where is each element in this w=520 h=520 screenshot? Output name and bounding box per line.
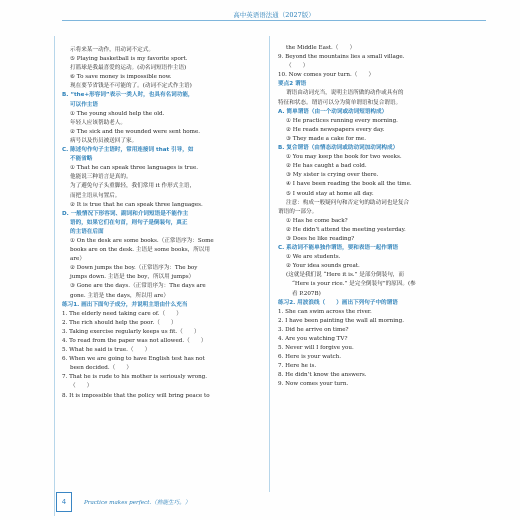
left-column-line: C. 陈述句作句子主语时，常用连接词 that 引导，如 — [62, 147, 194, 154]
left-margin-line — [54, 36, 55, 516]
left-column-line: been decided.（ ） — [70, 365, 133, 372]
left-column-line: 1. The elderly need taking care of.（ ） — [62, 310, 182, 317]
right-column-line: 10. Now comes your turn.（ ） — [278, 72, 375, 79]
left-column-line: ① That he can speak three languages is true. — [70, 165, 199, 172]
right-column-line: 5. Never will I forgive you. — [278, 345, 354, 352]
left-column-line: ① The young should help the old. — [70, 110, 165, 117]
left-column-line: ② The sick and the wounded were sent home. — [70, 128, 201, 135]
right-column-line: 2. I have been painting the wall all morning. — [278, 317, 404, 324]
left-column-line: 4. To read from the paper was not allowed.（ ） — [62, 338, 207, 344]
left-column — [62, 46, 262, 401]
left-column-line: ⑥ To save money is impossible now. — [70, 74, 172, 81]
right-column-line: ② He reads newspapers every day. — [286, 126, 385, 133]
right-column-line: 9. Now comes your turn. — [278, 381, 349, 388]
right-column-line: 练习2. 用波浪线（ ）画出下列句子中的谓语 — [278, 299, 398, 306]
left-column-line: （ ） — [70, 383, 93, 390]
left-column-line: 而把主语从句置后。 — [70, 192, 121, 199]
right-column-line: ③ Does he like reading? — [286, 235, 355, 242]
left-column-line: ② It is true that he can speak three languages. — [70, 201, 203, 208]
left-column-line: 7. That he is rude to his mother is seriously wrong. — [62, 374, 208, 381]
left-column-line: ② Down jumps the boy.（正常语序为：The boy — [70, 265, 198, 272]
right-column-line: ① Has he come back? — [286, 217, 348, 224]
left-column-line: 6. When we are going to have English test has not — [62, 356, 205, 363]
right-column-line: ① He practices running every morning. — [286, 117, 398, 124]
left-column-line: ① On the desk are some books.（正常语序为：Some — [70, 237, 214, 244]
left-column-line: B. “the+形容词”表示一类人时，也具有名词功能， — [62, 92, 194, 99]
left-column-line: 3. Taking exercise regularly keeps us fit.（ ） — [62, 328, 200, 335]
right-column-line: 8. He didn’t know the answers. — [278, 372, 367, 379]
left-column-line: ⑤ Playing basketball is my favorite sport. — [70, 56, 188, 63]
right-column-line: (这就是我们说 “Here it is.” 是部分倒装句，而 — [286, 272, 404, 279]
left-column-line: are） — [70, 256, 85, 263]
page-number: 4 — [56, 492, 72, 512]
right-column-line: ③ They made a cake for me. — [286, 135, 367, 142]
left-column-line: 他能说三种语言是真的。 — [70, 174, 132, 181]
right-column-line: ① We are students. — [286, 254, 341, 261]
right-column-line: 6. Here is your watch. — [278, 354, 341, 361]
page — [62, 10, 486, 510]
header-rule — [62, 20, 486, 21]
right-column-line: 9. Beyond the mountains lies a small village. — [278, 54, 405, 61]
left-column-line: ③ Gone are the days.（正常语序为：The days are — [70, 283, 206, 290]
right-column-line: ⑤ I would stay at home all day. — [286, 190, 374, 197]
right-column-line: ② Your idea sounds great. — [286, 263, 360, 270]
right-column-line: 要点2 谓语 — [278, 81, 307, 88]
left-column-line: books are on the desk. 主语是 some books，所以用 — [70, 247, 210, 254]
left-column-line: gone. 主语是 the days，所以用 are） — [70, 292, 169, 299]
left-column-line: 8. It is impossible that the policy will bring peace to — [62, 392, 210, 399]
right-column-line: B. 复合谓语（由情态动词或助动词加动词构成） — [278, 145, 399, 152]
right-column-line: 注意：构成一般疑问句和否定句的助动词也是复合 — [286, 199, 410, 206]
left-column-line: 为了避免句子头重脚轻，我们常用 it 作形式主语， — [70, 183, 196, 190]
right-column-line: 4. Are you watching TV? — [278, 336, 348, 342]
right-column-line: ④ I have been reading the book all the time. — [286, 181, 412, 188]
right-column-line: 1. She can swim across the river. — [278, 308, 372, 315]
left-column-line: 练习1. 画出下面句子成分，并说明主语由什么充当 — [62, 301, 188, 308]
running-header — [62, 10, 486, 19]
left-column-line: D. 一般情况下形容词、副词和介词短语是不能作主 — [62, 210, 189, 217]
right-column-line: ① You may keep the book for two weeks. — [286, 154, 402, 161]
left-column-line: 5. What he said is true.（ ） — [62, 347, 151, 354]
left-column-line: 年轻人应该帮助老人。 — [70, 119, 126, 126]
right-column-line: 7. Here he is. — [278, 363, 317, 370]
left-column-line: jumps down. 主语是 the boy，所以用 jumps） — [70, 274, 195, 281]
left-column-line: 打篮球是我最喜爱的运动。(动名词短语作主语) — [70, 65, 187, 72]
right-column-line: the Middle East.（ ） — [286, 45, 356, 51]
left-column-line: 的主语在后面 — [70, 228, 104, 235]
left-column-line: 示将来某一动作，用动词不定式。 — [70, 47, 154, 53]
right-column-line: C. 系动词不能单独作谓语，要和表语一起作谓语 — [278, 245, 399, 252]
right-column-line: 谓语的一部分。 — [278, 208, 318, 215]
right-column-line: 看 P.207B) — [292, 290, 321, 297]
right-column-line: 特征和状态。谓语可以分为简单谓语和复合谓语。 — [278, 99, 402, 106]
right-column-line: A. 简单谓语（由一个动词或动词短语构成） — [278, 108, 388, 115]
left-column-line: 不能省略 — [70, 156, 93, 163]
right-column-line: 3. Did he arrive on time? — [278, 326, 349, 333]
left-column-line: 语的，如果它们在句首，则句子是倒装句，真正 — [70, 219, 188, 226]
footer-motto: Practice makes perfect.（熟能生巧。） — [84, 500, 191, 506]
right-column — [278, 44, 478, 390]
left-column-line: 可以作主语 — [70, 101, 98, 108]
right-column-line: （ ） — [286, 63, 309, 70]
column-divider — [269, 36, 270, 492]
header-title: 高中英语语法通（2027版） — [233, 11, 315, 19]
right-column-line: ③ My sister is crying over there. — [286, 172, 379, 179]
left-column-line: 现在要节省钱是不可能的了。(动词不定式作主语) — [70, 83, 192, 90]
left-column-line: 病号以及伤员被送回了家。 — [70, 137, 138, 144]
right-column-line: “Here is your rice.” 是完全倒装句”的原因。(参 — [292, 281, 416, 288]
right-column-line: ② He didn’t attend the meeting yesterday. — [286, 226, 406, 233]
right-column-line: 谓语由动词充当，说明主语所做的动作或具有的 — [286, 90, 404, 97]
left-column-line: 2. The rich should help the poor.（ ） — [62, 319, 177, 326]
right-column-line: ② He has caught a bad cold. — [286, 163, 367, 170]
